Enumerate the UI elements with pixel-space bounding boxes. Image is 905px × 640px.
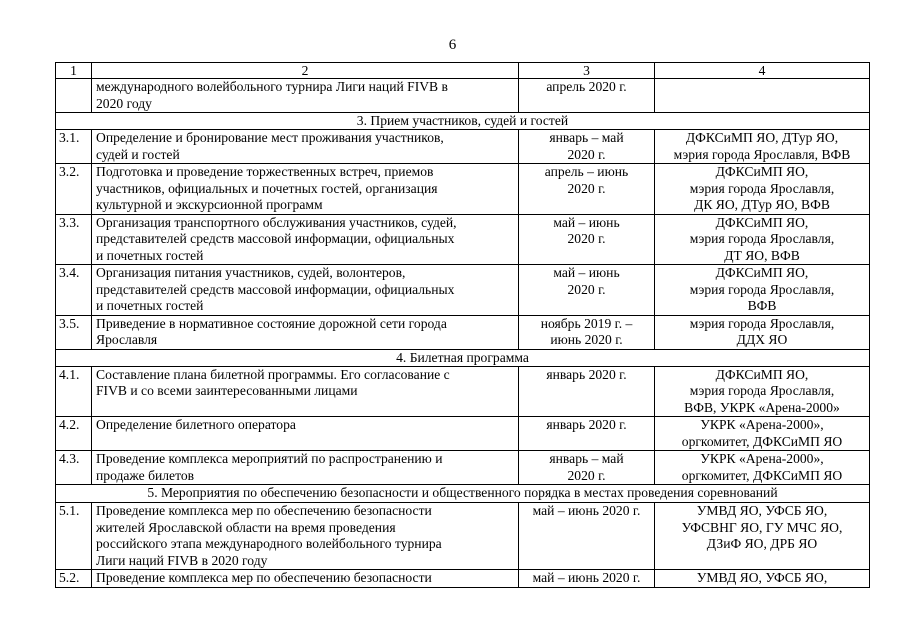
table-row: [56, 164, 870, 215]
item-responsible: ДФКСиМП ЯО, мэрия города Ярославля, ВФВ, УКРК «Арена-2000»: [684, 366, 840, 415]
item-deadline-cell: [519, 451, 655, 485]
item-deadline-cell: [519, 366, 655, 417]
item-deadline: январь – май 2020 г.: [549, 451, 624, 483]
item-description: Определение и бронирование мест проживания участников, судей и гостей: [96, 130, 444, 162]
table-row: [56, 570, 870, 588]
table-row: [56, 315, 870, 349]
item-number: 4.1.: [59, 366, 80, 382]
item-responsible-cell: [655, 503, 870, 570]
item-responsible: мэрия города Ярославля, ДДХ ЯО: [689, 315, 835, 347]
item-number-cell: [56, 130, 92, 164]
item-description: Проведение комплекса мероприятий по распространению и продаже билетов: [96, 451, 443, 483]
item-deadline-cell: [519, 265, 655, 316]
item-responsible-cell: [655, 130, 870, 164]
item-number-cell: [56, 265, 92, 316]
item-number: 4.2.: [59, 417, 80, 432]
item-number-cell: [56, 451, 92, 485]
item-deadline: май – июнь 2020 г.: [553, 214, 620, 246]
item-deadline-cell: [519, 130, 655, 164]
item-responsible-cell: [655, 265, 870, 316]
item-responsible-cell: [655, 164, 870, 215]
item-description-cell: [92, 79, 519, 113]
item-number: 4.3.: [59, 451, 80, 466]
item-number-cell: [56, 417, 92, 451]
item-number: 3.3.: [59, 214, 80, 230]
item-number-cell: [56, 164, 92, 215]
item-deadline: май – июнь 2020 г.: [553, 265, 620, 297]
section-heading-row: [56, 485, 870, 503]
item-number-cell: [56, 503, 92, 570]
item-responsible-cell: [655, 315, 870, 349]
event-plan-table: [55, 62, 870, 588]
item-responsible-cell: [655, 366, 870, 417]
item-number: 3.5.: [59, 315, 80, 331]
item-deadline-cell: [519, 503, 655, 570]
item-number: 5.2.: [59, 570, 80, 585]
item-deadline: май – июнь 2020 г.: [532, 570, 641, 585]
item-number-cell: [56, 366, 92, 417]
item-description: Приведение в нормативное состояние дорожной сети города Ярославля: [96, 315, 447, 347]
section-title: 3. Прием участников, судей и гостей: [56, 113, 870, 130]
table-row: [56, 503, 870, 570]
item-deadline-cell: [519, 417, 655, 451]
table-row: [56, 417, 870, 451]
item-deadline: апрель 2020 г.: [546, 79, 627, 94]
section-heading-row: [56, 113, 870, 130]
item-description: Составление плана билетной программы. Его согласование с FIVB и со всеми заинтересованными лицами: [96, 366, 450, 398]
item-description-cell: [92, 451, 519, 485]
item-responsible: УМВД ЯО, УФСБ ЯО, УФСВНГ ЯО, ГУ МЧС ЯО, ДЗиФ ЯО, ДРБ ЯО: [681, 503, 843, 551]
item-responsible: ДФКСиМП ЯО, мэрия города Ярославля, ДК ЯО, ДТур ЯО, ВФВ: [689, 164, 835, 212]
header-col-2: 2: [92, 63, 519, 79]
item-description-cell: [92, 164, 519, 215]
item-deadline: январь 2020 г.: [546, 366, 627, 382]
item-deadline: январь 2020 г.: [546, 417, 627, 432]
item-description-cell: [92, 315, 519, 349]
page-number: 6: [448, 37, 457, 53]
table-row: [56, 130, 870, 164]
table-row: [56, 265, 870, 316]
item-description-cell: [92, 214, 519, 265]
item-deadline: май – июнь 2020 г.: [532, 503, 641, 518]
item-responsible-cell: [655, 214, 870, 265]
item-description: Определение билетного оператора: [96, 417, 296, 432]
section-heading-row: [56, 349, 870, 366]
item-responsible: ДФКСиМП ЯО, мэрия города Ярославля, ДТ ЯО, ВФВ: [689, 214, 835, 263]
item-deadline: апрель – июнь 2020 г.: [544, 164, 629, 196]
table-header-row: [56, 63, 870, 79]
header-col-4: 4: [655, 63, 870, 79]
header-col-3: 3: [519, 63, 655, 79]
section-title: 4. Билетная программа: [56, 349, 870, 366]
item-deadline-cell: [519, 214, 655, 265]
item-responsible-cell: [655, 570, 870, 588]
table-row: [56, 451, 870, 485]
item-number-cell: [56, 214, 92, 265]
item-deadline: январь – май 2020 г.: [549, 130, 624, 162]
item-description-cell: [92, 417, 519, 451]
item-description: Проведение комплекса мер по обеспечению безопасности жителей Ярославской области на время проведения российского этапа международного волейбольного турнира Лиги наций FIVB в 2020 году: [96, 503, 442, 568]
item-number: 3.4.: [59, 265, 80, 280]
item-description-cell: [92, 130, 519, 164]
item-number-cell: [56, 315, 92, 349]
item-responsible-cell: [655, 79, 870, 113]
table-row: [56, 214, 870, 265]
item-responsible-cell: [655, 451, 870, 485]
item-deadline: ноябрь 2019 г. – июнь 2020 г.: [540, 315, 633, 347]
item-number-cell: [56, 79, 92, 113]
item-number: 3.2.: [59, 164, 80, 179]
item-deadline-cell: [519, 570, 655, 588]
item-responsible: ДФКСиМП ЯО, ДТур ЯО, мэрия города Ярославля, ВФВ: [673, 130, 851, 162]
item-responsible: УМВД ЯО, УФСБ ЯО,: [696, 570, 828, 585]
item-deadline-cell: [519, 164, 655, 215]
header-col-1: 1: [56, 63, 92, 79]
item-deadline-cell: [519, 315, 655, 349]
item-description-cell: [92, 570, 519, 588]
item-description: Подготовка и проведение торжественных встреч, приемов участников, официальных и почетных гостей, организация культурной и экскурсионной программ: [96, 164, 438, 212]
item-description: Организация транспортного обслуживания участников, судей, представителей средств массовой информации, официальных и почетных гостей: [96, 214, 457, 263]
item-number-cell: [56, 570, 92, 588]
item-description-cell: [92, 503, 519, 570]
item-responsible: УКРК «Арена-2000», оргкомитет, ДФКСиМП ЯО: [681, 451, 843, 483]
table-row: [56, 366, 870, 417]
item-number: 5.1.: [59, 503, 80, 518]
item-description-cell: [92, 366, 519, 417]
section-title: 5. Мероприятия по обеспечению безопасности и общественного порядка в местах проведения соревнований: [56, 485, 870, 503]
item-description-cell: [92, 265, 519, 316]
item-description: международного волейбольного турнира Лиги наций FIVB в 2020 году: [96, 79, 448, 111]
item-description: Организация питания участников, судей, волонтеров, представителей средств массовой информации, официальных и почетных гостей: [96, 265, 455, 313]
item-responsible: УКРК «Арена-2000», оргкомитет, ДФКСиМП ЯО: [681, 417, 843, 449]
table-row: [56, 79, 870, 113]
item-number: 3.1.: [59, 130, 80, 145]
item-deadline-cell: [519, 79, 655, 113]
item-responsible: ДФКСиМП ЯО, мэрия города Ярославля, ВФВ: [689, 265, 835, 313]
item-responsible-cell: [655, 417, 870, 451]
item-description: Проведение комплекса мер по обеспечению безопасности: [96, 570, 432, 585]
